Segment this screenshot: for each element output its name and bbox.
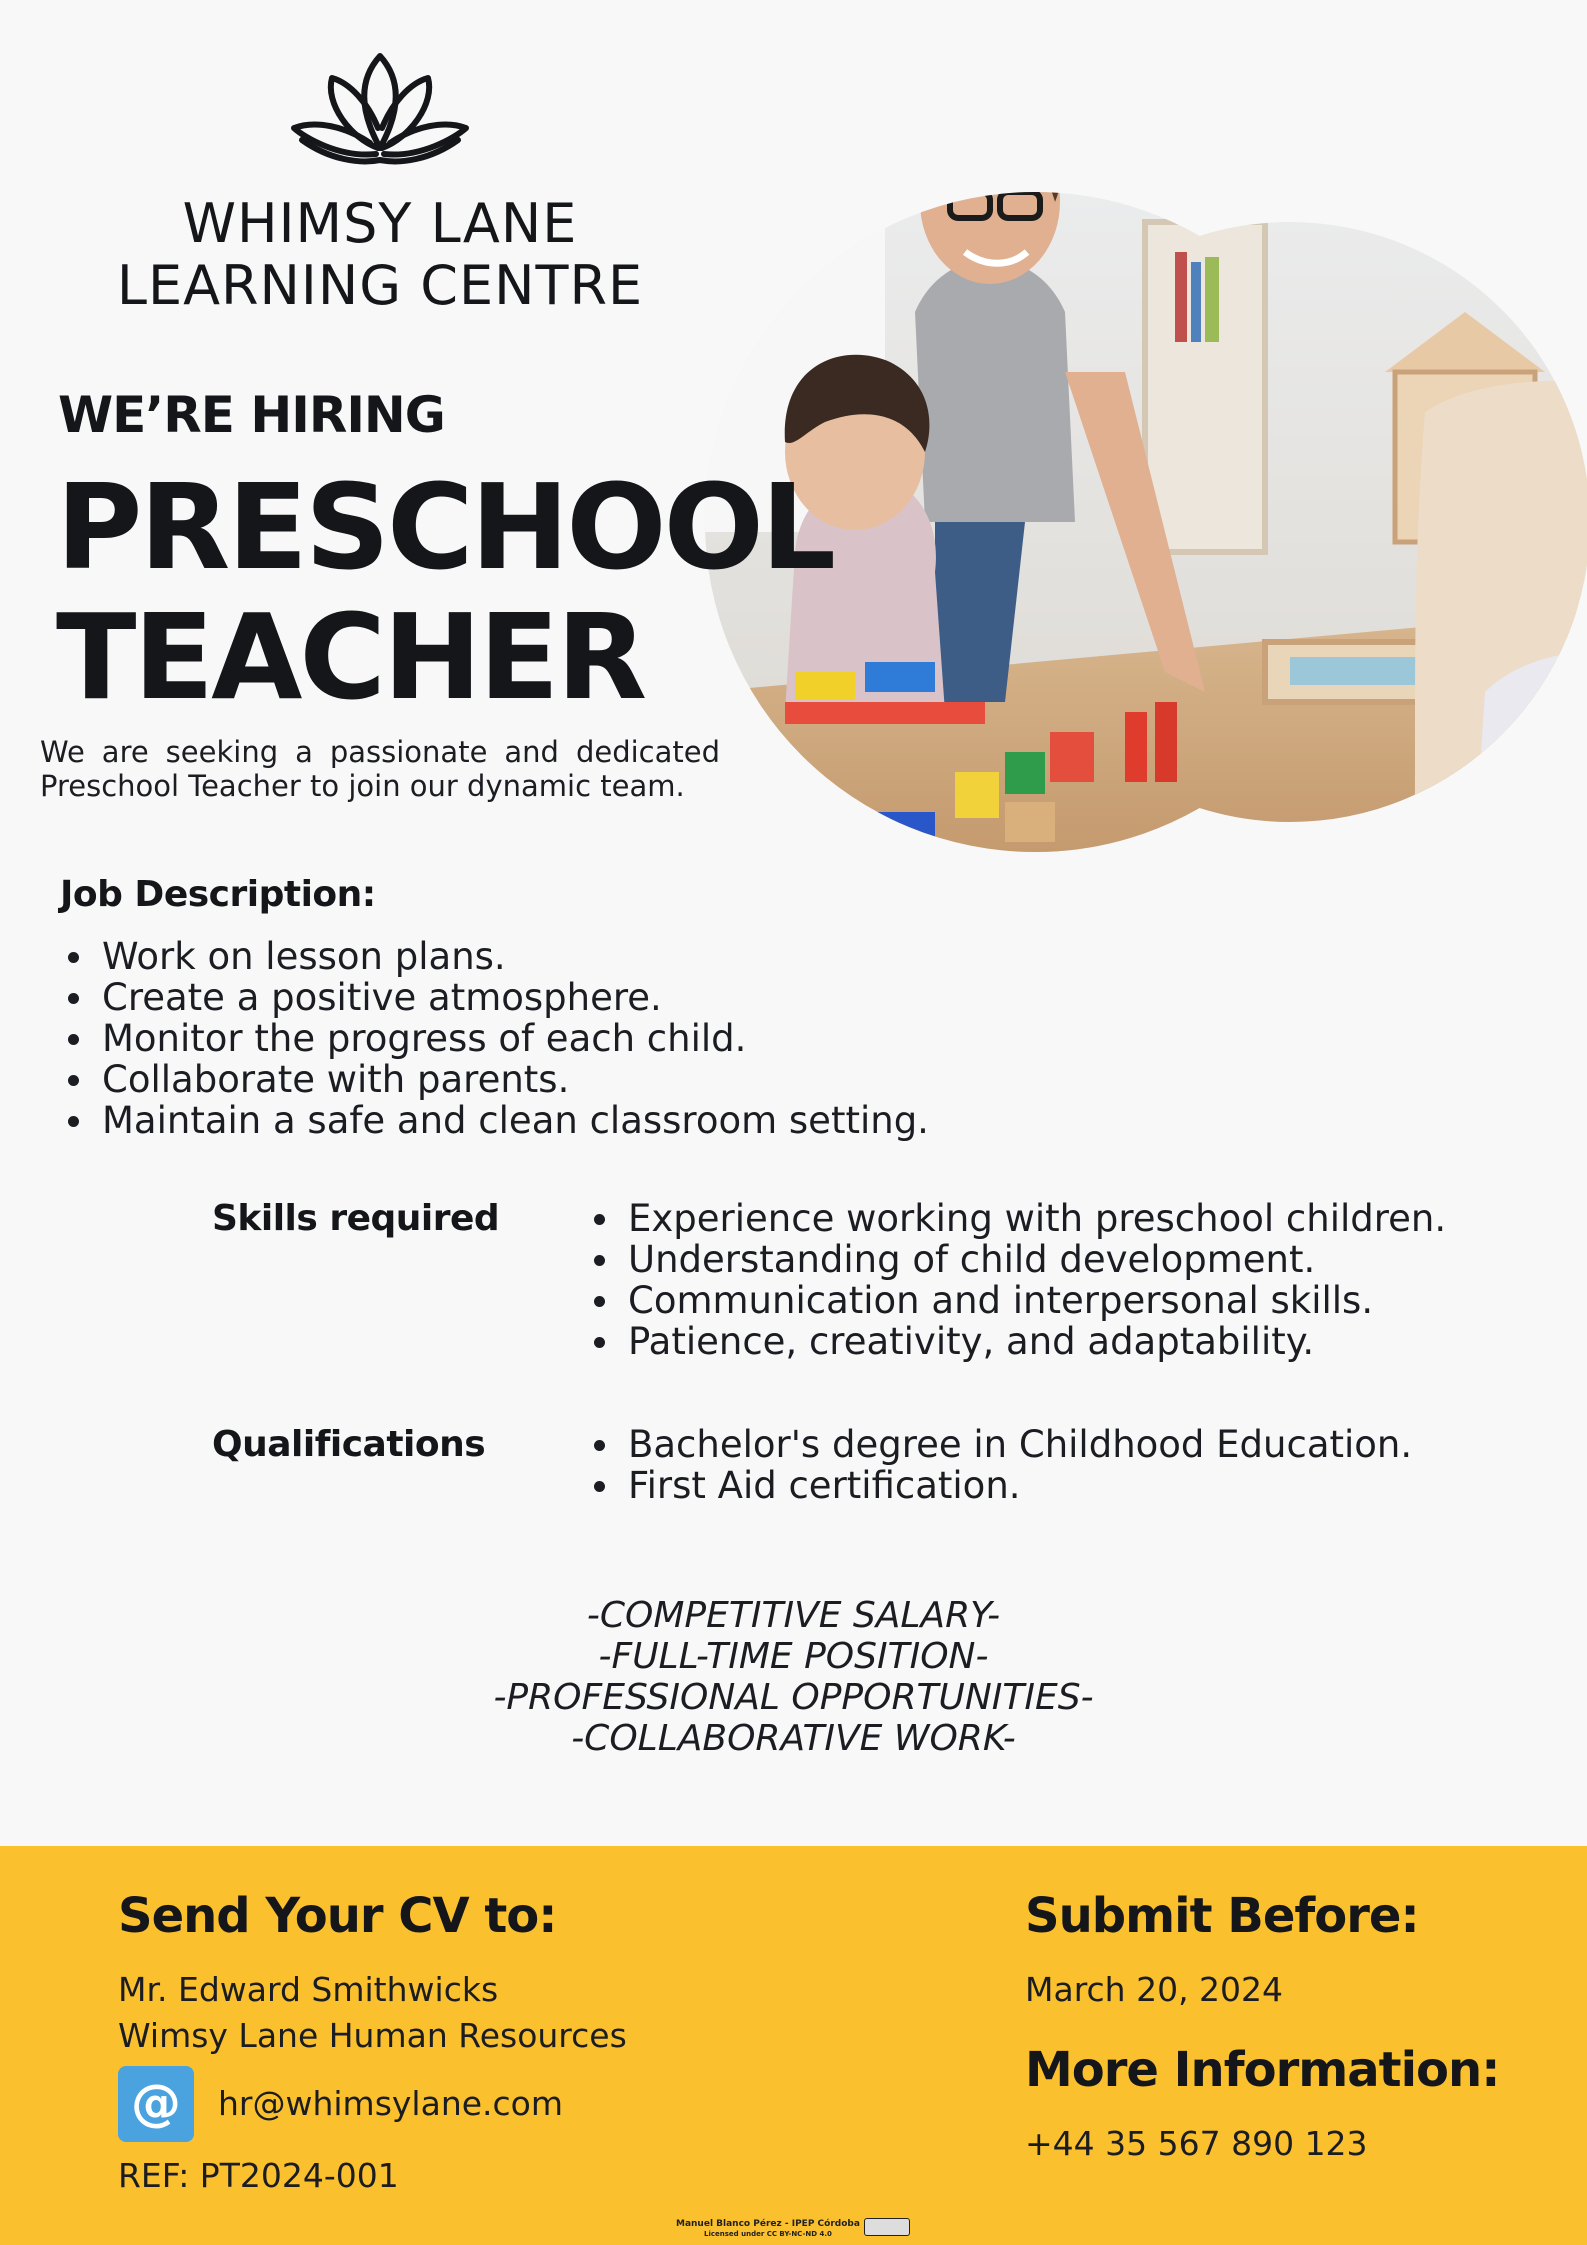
more-info-heading: More Information:: [1025, 2042, 1500, 2098]
list-item: Patience, creativity, and adaptability.: [586, 1321, 1446, 1362]
at-sign-icon: @: [118, 2066, 194, 2142]
list-item: Create a positive atmosphere.: [60, 977, 929, 1018]
credit-license: Licensed under CC BY-NC-ND 4.0: [704, 2230, 832, 2238]
reference-code: REF: PT2024-001: [118, 2156, 399, 2195]
credit-line: [676, 2219, 860, 2239]
list-item: Collaborate with parents.: [60, 1059, 929, 1100]
qualifications-heading: Qualifications: [212, 1424, 486, 1465]
title-line2: TEACHER: [56, 588, 645, 726]
list-item: Maintain a safe and clean classroom setting.: [60, 1100, 929, 1141]
phone-number[interactable]: +44 35 567 890 123: [1025, 2124, 1368, 2163]
brand-name-line1: WHIMSY LANE: [182, 192, 578, 255]
brand-name-line2: LEARNING CENTRE: [116, 254, 644, 317]
qualifications-list: [586, 1424, 1412, 1506]
lotus-logo-icon: [280, 48, 480, 183]
list-item: Monitor the progress of each child.: [60, 1018, 929, 1059]
intro-paragraph: We are seeking a passionate and dedicated Preschool Teacher to join our dynamic team.: [40, 735, 720, 803]
deadline-date: March 20, 2024: [1025, 1970, 1284, 2009]
title-line1: PRESCHOOL: [56, 458, 834, 596]
list-item: Experience working with preschool children.: [586, 1198, 1446, 1239]
contact-department: Wimsy Lane Human Resources: [118, 2016, 627, 2055]
hero-photo: [705, 52, 1587, 992]
perk-item: -COMPETITIVE SALARY-: [586, 1595, 1001, 1636]
cc-license-icon: [864, 2218, 910, 2236]
perks-list: [0, 1595, 1587, 1759]
contact-name: Mr. Edward Smithwicks: [118, 1970, 499, 2009]
skills-heading: Skills required: [212, 1198, 500, 1239]
list-item: First Aid certification.: [586, 1465, 1412, 1506]
perk-item: -COLLABORATIVE WORK-: [571, 1718, 1016, 1759]
skills-list: [586, 1198, 1446, 1362]
job-description-list: [60, 936, 929, 1141]
email-link[interactable]: hr@whimsylane.com: [218, 2084, 564, 2123]
send-cv-heading: Send Your CV to:: [118, 1888, 557, 1944]
credit-author: Manuel Blanco Pérez - IPEP Córdoba: [676, 2219, 860, 2229]
job-description-heading: Job Description:: [60, 874, 376, 915]
perk-item: -PROFESSIONAL OPPORTUNITIES-: [493, 1677, 1094, 1718]
submit-before-heading: Submit Before:: [1025, 1888, 1419, 1944]
hiring-kicker: WE’RE HIRING: [58, 386, 445, 444]
perk-item: -FULL-TIME POSITION-: [598, 1636, 989, 1677]
list-item: Bachelor's degree in Childhood Education.: [586, 1424, 1412, 1465]
list-item: Understanding of child development.: [586, 1239, 1446, 1280]
list-item: Work on lesson plans.: [60, 936, 929, 977]
list-item: Communication and interpersonal skills.: [586, 1280, 1446, 1321]
